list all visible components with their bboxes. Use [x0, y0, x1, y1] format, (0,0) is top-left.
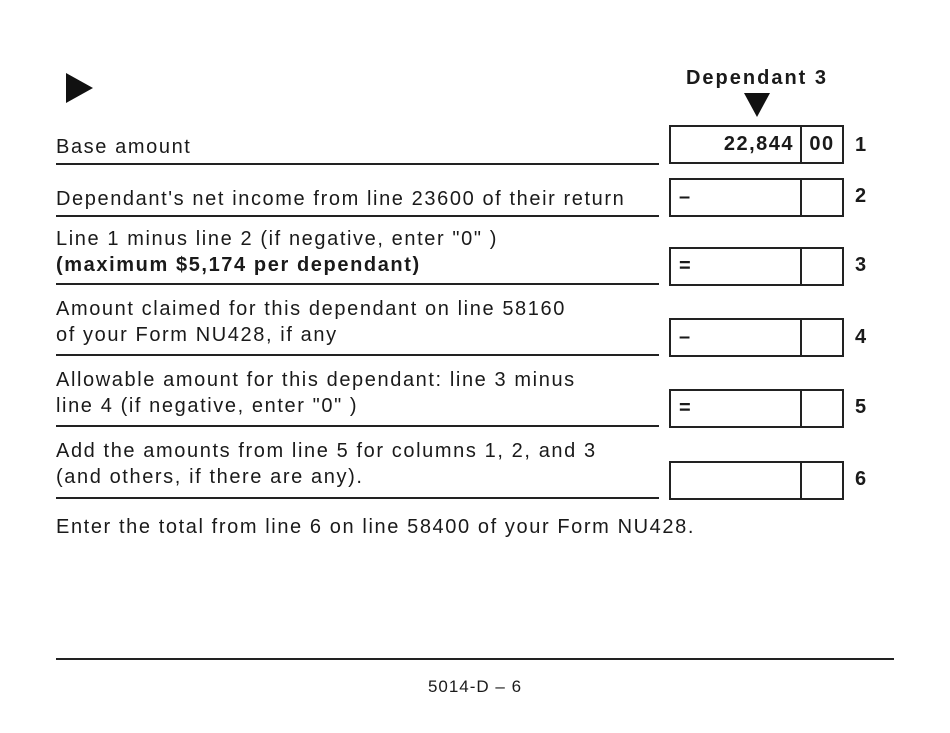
row-4-line-number: 4 [855, 326, 867, 348]
row-4-text-2: of your Form NU428, if any [56, 324, 338, 346]
row-2-dollars [671, 180, 794, 215]
row-6-text-1: Add the amounts from line 5 for columns 1, 2, and 3 [56, 440, 597, 462]
row-6-amount-field[interactable] [669, 461, 844, 500]
row-4-operator: – [679, 326, 691, 348]
row-3-dollars [671, 249, 794, 284]
row-1-dollars: 22,844 [723, 133, 794, 155]
row-3-description [56, 226, 659, 285]
row-6-text-2: (and others, if there are any). [56, 466, 364, 488]
continue-arrow-icon [66, 73, 93, 103]
row-2-operator: – [679, 186, 691, 208]
row-1-amount-field[interactable] [669, 125, 844, 164]
row-2-text-1: Dependant's net income from line 23600 of their return [56, 188, 626, 210]
row-5-operator: = [679, 397, 691, 419]
row-3-cents [802, 249, 842, 284]
row-3-amount-field[interactable] [669, 247, 844, 286]
row-2-amount-field[interactable] [669, 178, 844, 217]
footer-instruction: Enter the total from line 6 on line 58400 of your Form NU428. [56, 516, 695, 538]
row-4-description [56, 296, 659, 356]
row-5-text-1: Allowable amount for this dependant: line 3 minus [56, 369, 576, 391]
row-5-description [56, 367, 659, 427]
row-3-operator: = [679, 255, 691, 277]
row-1-cents: 00 [809, 133, 835, 155]
row-5-text-2: line 4 (if negative, enter "0" ) [56, 395, 359, 417]
row-5-dollars [671, 391, 794, 426]
row-2-line-number: 2 [855, 185, 867, 207]
row-2-description [56, 186, 659, 217]
row-4-text-1: Amount claimed for this dependant on line 58160 [56, 298, 566, 320]
row-1-line-number: 1 [855, 134, 867, 156]
row-4-dollars [671, 320, 794, 355]
row-1-text-1: Base amount [56, 136, 192, 158]
row-4-amount-field[interactable] [669, 318, 844, 357]
row-5-amount-field[interactable] [669, 389, 844, 428]
row-6-description [56, 438, 659, 499]
column-header: Dependant 3 [685, 67, 829, 89]
column-down-arrow-icon [744, 93, 770, 117]
row-3-text-bold: (maximum $5,174 per dependant) [56, 254, 421, 276]
row-6-cents [802, 463, 842, 498]
row-6-line-number: 6 [855, 468, 867, 490]
row-6-dollars [671, 463, 794, 498]
row-3-line-number: 3 [855, 254, 867, 276]
row-3-text-1: Line 1 minus line 2 (if negative, enter "0" ) [56, 228, 498, 250]
page-divider [56, 658, 894, 660]
row-5-cents [802, 391, 842, 426]
row-4-cents [802, 320, 842, 355]
row-1-description [56, 134, 659, 165]
row-5-line-number: 5 [855, 396, 867, 418]
row-2-cents [802, 180, 842, 215]
page-number: 5014-D – 6 [427, 677, 523, 696]
